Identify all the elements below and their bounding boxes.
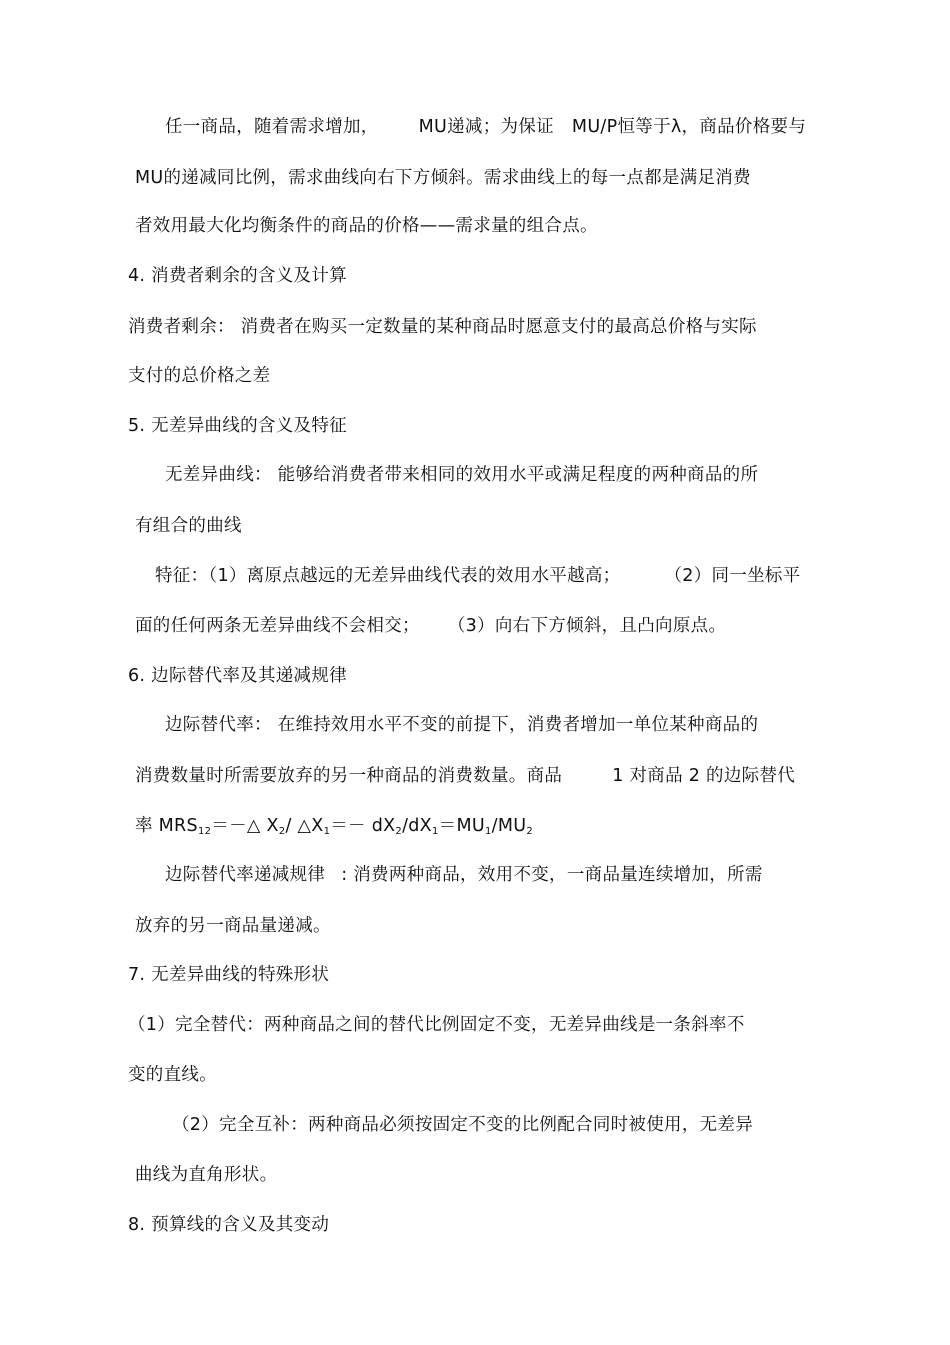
formula-text: /dX xyxy=(402,816,432,836)
paragraph-line xyxy=(135,914,331,938)
text-segment: 1 对商品 2 的边际替代 xyxy=(612,766,796,786)
paragraph-line xyxy=(135,614,726,638)
section-heading xyxy=(128,664,347,688)
paragraph-line xyxy=(135,1163,277,1187)
paragraph-line xyxy=(135,166,751,190)
formula-text: / △X xyxy=(285,816,324,836)
paragraph-line xyxy=(128,364,270,388)
formula-subscript: 2 xyxy=(526,826,534,837)
text-segment: MU递减；为保证 xyxy=(418,117,554,137)
formula-subscript: 12 xyxy=(197,826,212,837)
formula-subscript: 1 xyxy=(323,826,331,837)
text-segment: （1）完全替代：两种商品之间的替代比例固定不变，无差异曲线是一条斜率不 xyxy=(128,1015,745,1035)
paragraph-line xyxy=(128,315,757,339)
text-segment: 边际替代率： 在维持效用水平不变的前提下，消费者增加一单位某种商品的 xyxy=(165,715,759,735)
text-segment: 曲线为直角形状。 xyxy=(135,1165,278,1185)
text-segment: MU/P恒等于λ，商品价格要与 xyxy=(571,117,807,137)
formula-subscript: 1 xyxy=(484,826,492,837)
text-segment: : 消费两种商品，效用不变，一商品量连续增加，所需 xyxy=(341,865,763,885)
paragraph-line xyxy=(165,463,758,487)
text-segment: 任一商品，随着需求增加， xyxy=(165,117,379,137)
heading-text: 8. 预算线的含义及其变动 xyxy=(128,1215,330,1235)
paragraph-line xyxy=(165,863,763,887)
text-segment: 特征：（1）离原点越远的无差异曲线代表的效用水平越高； xyxy=(155,566,621,586)
formula-text: /MU xyxy=(491,816,527,836)
text-segment: 支付的总价格之差 xyxy=(128,366,271,386)
text-segment: 放弃的另一商品量递减。 xyxy=(135,916,331,936)
paragraph-line xyxy=(135,764,795,788)
formula-subscript: 2 xyxy=(278,826,286,837)
paragraph-line xyxy=(172,1113,753,1137)
heading-text: 5. 无差异曲线的含义及特征 xyxy=(128,416,347,436)
section-heading xyxy=(128,264,347,288)
paragraph-line xyxy=(165,115,806,139)
section-heading xyxy=(128,963,329,987)
section-heading xyxy=(128,414,347,438)
text-segment: 消费数量时所需要放弃的另一种商品的消费数量。商品 xyxy=(135,766,563,786)
paragraph-line xyxy=(165,713,758,737)
heading-text: 6. 边际替代率及其递减规律 xyxy=(128,666,347,686)
formula-subscript: 1 xyxy=(431,826,439,837)
text-segment: （2）完全互补：两种商品必须按固定不变的比例配合同时被使用，无差异 xyxy=(172,1115,754,1135)
formula-text: ＝－△ X xyxy=(211,816,279,836)
text-segment: 无差异曲线： 能够给消费者带来相同的效用水平或满足程度的两种商品的所 xyxy=(165,465,759,485)
text-segment: （3）向右下方倾斜，且凸向原点。 xyxy=(447,616,727,636)
text-segment: 消费者剩余： 消费者在购买一定数量的某种商品时愿意支付的最高总价格与实际 xyxy=(128,317,757,337)
heading-text: 4. 消费者剩余的含义及计算 xyxy=(128,266,347,286)
text-segment: 者效用最大化均衡条件的商品的价格——需求量的组合点。 xyxy=(135,216,598,236)
paragraph-line xyxy=(155,564,801,588)
paragraph-line xyxy=(135,514,242,538)
text-segment: 变的直线。 xyxy=(128,1065,217,1085)
text-segment: 有组合的曲线 xyxy=(135,516,242,536)
text-segment: 面的任何两条无差异曲线不会相交； xyxy=(135,616,420,636)
formula-text: ＝MU xyxy=(438,816,485,836)
formula-line xyxy=(135,814,533,838)
text-segment: （2）同一坐标平 xyxy=(664,566,801,586)
text-segment: MU的递减同比例，需求曲线向右下方倾斜。需求曲线上的每一点都是满足消费 xyxy=(135,168,751,188)
section-heading xyxy=(128,1213,329,1237)
paragraph-line xyxy=(135,214,598,238)
formula-text: ＝－ dX xyxy=(330,816,396,836)
formula-text: 率 MRS xyxy=(135,816,198,836)
text-segment: 边际替代率递减规律 xyxy=(165,865,326,885)
formula-subscript: 2 xyxy=(395,826,403,837)
paragraph-line xyxy=(128,1063,217,1087)
heading-text: 7. 无差异曲线的特殊形状 xyxy=(128,965,330,985)
paragraph-line xyxy=(128,1013,745,1037)
